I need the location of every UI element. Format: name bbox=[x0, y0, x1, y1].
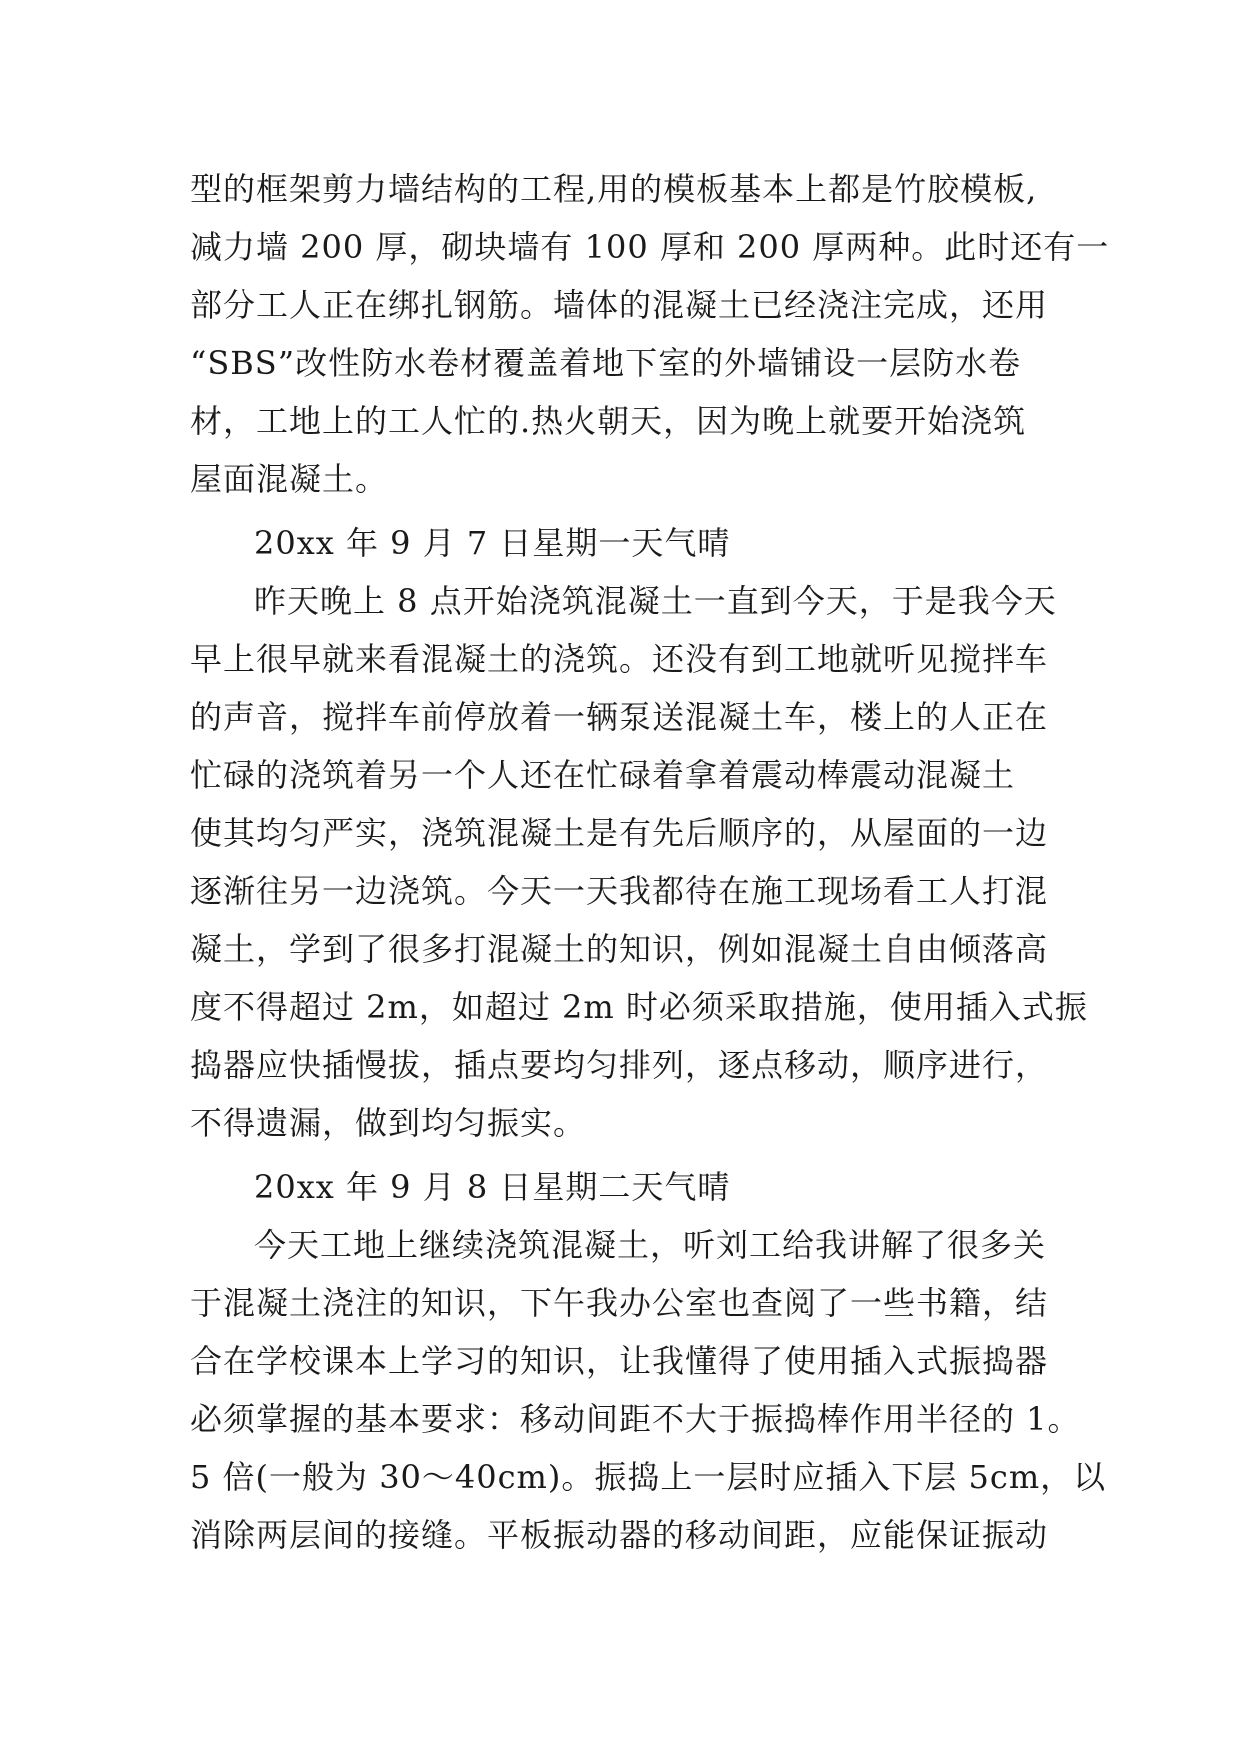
text-line: 合在学校课本上学习的知识，让我懂得了使用插入式振捣器 bbox=[190, 1342, 1049, 1380]
text-line: 减力墙 200 厚，砌块墙有 100 厚和 200 厚两种。此时还有一 bbox=[190, 228, 1110, 266]
text-line: 于混凝土浇注的知识，下午我办公室也查阅了一些书籍，结 bbox=[190, 1284, 1049, 1322]
text-line: “SBS”改性防水卷材覆盖着地下室的外墙铺设一层防水卷 bbox=[190, 344, 1022, 382]
text-line: 型的框架剪力墙结构的工程,用的模板基本上都是竹胶模板, bbox=[190, 170, 1038, 208]
text-line: 材，工地上的工人忙的.热火朝天，因为晚上就要开始浇筑 bbox=[190, 402, 1027, 440]
text-line: 捣器应快插慢拔，插点要均匀排列，逐点移动，顺序进行， bbox=[190, 1046, 1049, 1084]
date-heading: 20xx 年 9 月 7 日星期一天气晴 bbox=[254, 524, 731, 562]
paragraph bbox=[190, 1216, 1107, 1564]
date-heading: 20xx 年 9 月 8 日星期二天气晴 bbox=[254, 1168, 731, 1206]
text-line: 5 倍(一般为 30～40cm)。振捣上一层时应插入下层 5cm，以 bbox=[190, 1458, 1107, 1496]
text-line: 今天工地上继续浇筑混凝土，听刘工给我讲解了很多关 bbox=[254, 1226, 1047, 1264]
text-line: 凝土，学到了很多打混凝土的知识，例如混凝土自由倾落高 bbox=[190, 930, 1049, 968]
text-line: 消除两层间的接缝。平板振动器的移动间距，应能保证振动 bbox=[190, 1516, 1049, 1554]
text-line: 昨天晚上 8 点开始浇筑混凝土一直到今天，于是我今天 bbox=[254, 582, 1057, 620]
text-line: 不得遗漏，做到均匀振实。 bbox=[190, 1104, 587, 1142]
text-line: 必须掌握的基本要求：移动间距不大于振捣棒作用半径的 1。 bbox=[190, 1400, 1081, 1438]
text-line: 逐渐往另一边浇筑。今天一天我都待在施工现场看工人打混 bbox=[190, 872, 1049, 910]
text-line: 部分工人正在绑扎钢筋。墙体的混凝土已经浇注完成，还用 bbox=[190, 286, 1049, 324]
paragraph bbox=[190, 572, 1088, 1152]
text-line: 忙碌的浇筑着另一个人还在忙碌着拿着震动棒震动混凝土 bbox=[190, 756, 1016, 794]
text-line: 早上很早就来看混凝土的浇筑。还没有到工地就听见搅拌车 bbox=[190, 640, 1049, 678]
text-line: 的声音，搅拌车前停放着一辆泵送混凝土车，楼上的人正在 bbox=[190, 698, 1049, 736]
paragraph bbox=[190, 160, 1110, 508]
text-line: 屋面混凝土。 bbox=[190, 460, 389, 498]
text-line: 度不得超过 2m，如超过 2m 时必须采取措施，使用插入式振 bbox=[190, 988, 1088, 1026]
document-body bbox=[190, 160, 1110, 1564]
text-line: 使其均匀严实，浇筑混凝土是有先后顺序的，从屋面的一边 bbox=[190, 814, 1049, 852]
